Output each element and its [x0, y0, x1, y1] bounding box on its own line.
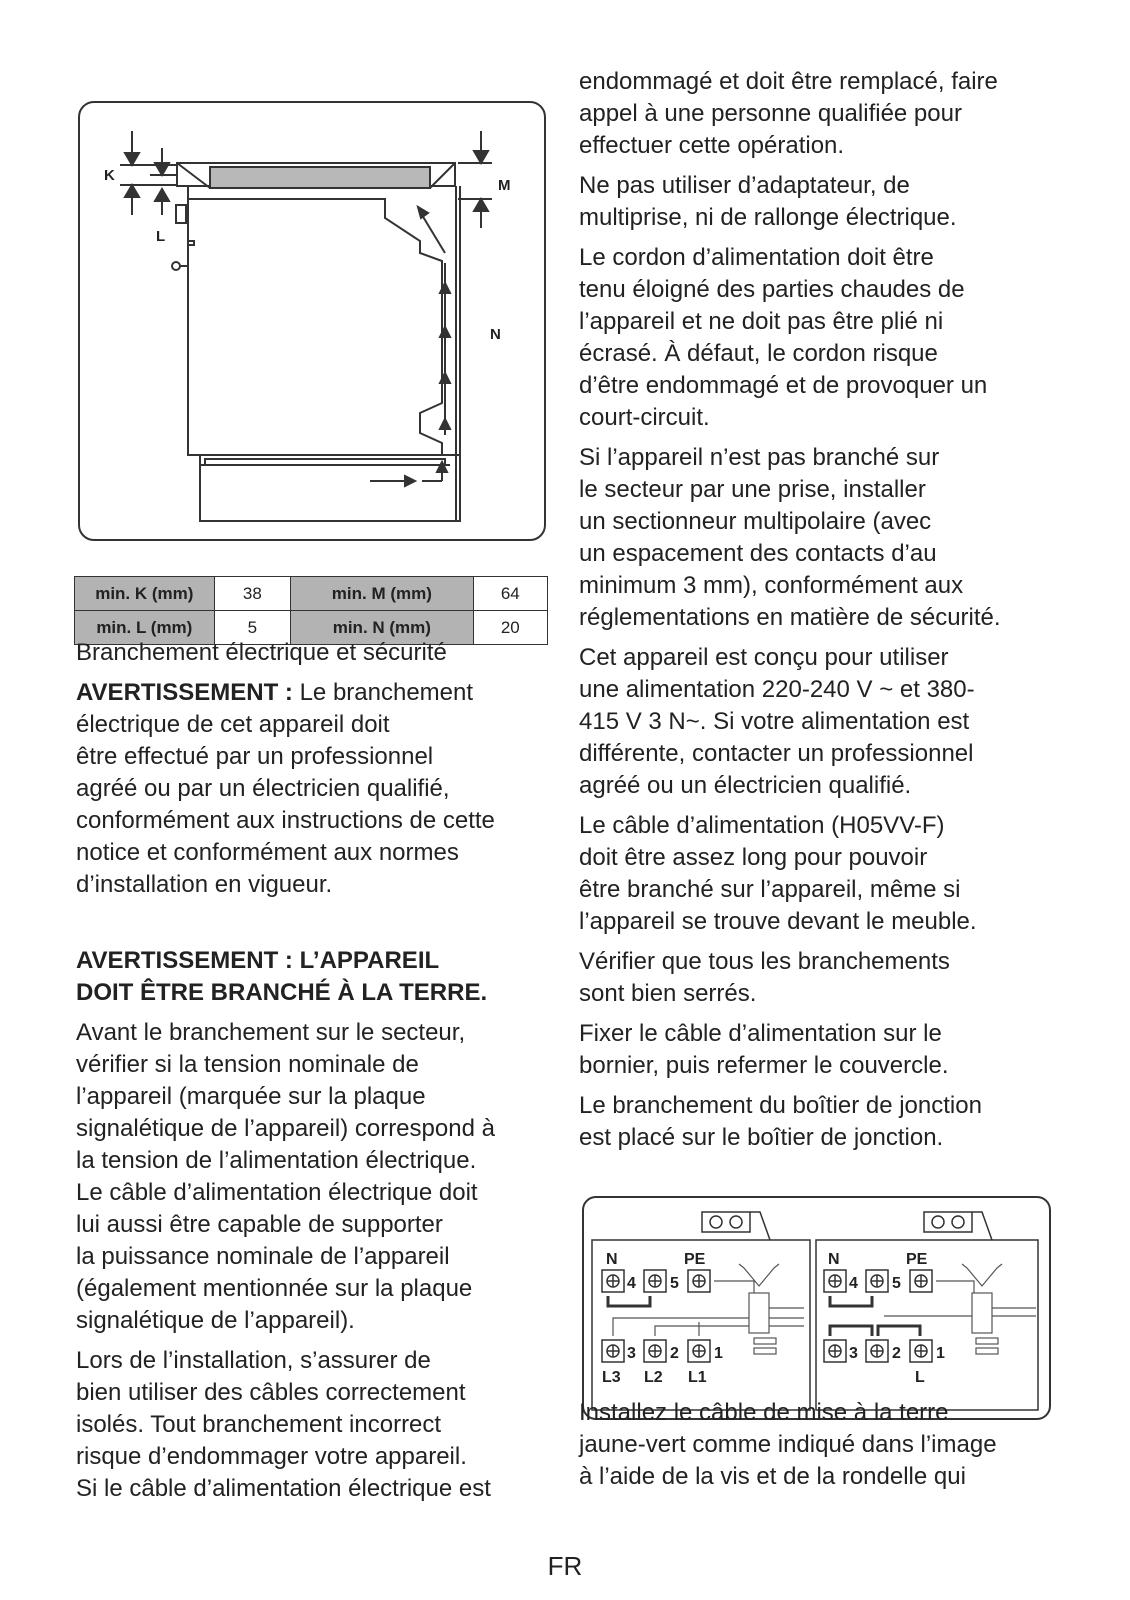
text-line: être effectué par un professionnel	[76, 743, 434, 770]
paragraph-earth	[579, 1397, 1059, 1493]
text-line: sont bien serrés.	[579, 980, 757, 1007]
text-line: 415 V 3 N~. Si votre alimentation est	[579, 708, 970, 735]
paragraph-junction	[579, 1090, 1059, 1154]
paragraph-cable	[579, 810, 1059, 938]
table-cell-value: 38	[214, 577, 290, 611]
text-line: Le branchement	[292, 679, 474, 706]
installation-drawing	[80, 103, 548, 543]
table-cell-label: min. K (mm)	[75, 577, 215, 611]
text-line: l’appareil et ne doit pas être plié ni	[579, 308, 944, 335]
paragraph-check	[579, 946, 1059, 1010]
paragraph-voltage	[76, 1017, 546, 1337]
text-line: Le câble d’alimentation (H05VV-F)	[579, 812, 945, 839]
text-line: à l’aide de la vis et de la rondelle qui	[579, 1463, 966, 1490]
wiring-diagram	[582, 1196, 1051, 1420]
right-column	[579, 66, 1059, 1162]
text-line: court-circuit.	[579, 404, 710, 431]
text-line: la puissance nominale de l’appareil	[76, 1243, 450, 1270]
text-line: un sectionneur multipolaire (avec	[579, 508, 932, 535]
label-l: L	[915, 1369, 925, 1386]
text-line: est placé sur le boîtier de jonction.	[579, 1124, 944, 1151]
paragraph-continued	[579, 66, 1059, 162]
text-line: Le cordon d’alimentation doit être	[579, 244, 934, 271]
text-line: endommagé et doit être remplacé, faire	[579, 68, 998, 95]
text-line: signalétique de l’appareil) correspond à	[76, 1115, 495, 1142]
wiring-drawing	[584, 1198, 1053, 1422]
heading-line: DOIT ÊTRE BRANCHÉ À LA TERRE.	[76, 979, 488, 1006]
text-line: agréé ou par un électricien qualifié,	[76, 775, 450, 802]
label-l: L	[156, 228, 166, 245]
text-line: Lors de l’installation, s’assurer de	[76, 1347, 431, 1374]
text-line: une alimentation 220-240 V ~ et 380-	[579, 676, 975, 703]
label-pe-right: PE	[906, 1251, 928, 1268]
paragraph-adapter	[579, 170, 1059, 234]
language-footer: FR	[547, 1551, 583, 1581]
text-line: agréé ou un électricien qualifié.	[579, 772, 912, 799]
paragraph-installation	[76, 1345, 546, 1505]
label-m: M	[498, 177, 511, 194]
paragraph-fix	[579, 1018, 1059, 1082]
terminal-number: 1	[714, 1345, 723, 1362]
terminal-number: 3	[849, 1345, 858, 1362]
text-line: bornier, puis refermer le couvercle.	[579, 1052, 949, 1079]
text-line: conformément aux instructions de cette	[76, 807, 495, 834]
terminal-number: 5	[892, 1275, 901, 1292]
table-cell-value: 64	[473, 577, 547, 611]
section-title-text: Branchement électrique et sécurité	[76, 639, 447, 666]
label-l1: L1	[688, 1369, 707, 1386]
text-line: multiprise, ni de rallonge électrique.	[579, 204, 957, 231]
text-line: l’appareil (marquée sur la plaque	[76, 1083, 426, 1110]
text-line: le secteur par une prise, installer	[579, 476, 926, 503]
text-line: Si le câble d’alimentation électrique est	[76, 1475, 491, 1502]
text-line: réglementations en matière de sécurité.	[579, 604, 1001, 631]
paragraph-cord	[579, 242, 1059, 434]
terminal-number: 5	[670, 1275, 679, 1292]
text-line: bien utiliser des câbles correctement	[76, 1379, 466, 1406]
text-line: Vérifier que tous les branchements	[579, 948, 950, 975]
text-line: être branché sur l’appareil, même si	[579, 876, 961, 903]
label-pe-left: PE	[684, 1251, 706, 1268]
paragraph-isolator	[579, 442, 1059, 634]
warning-heading-earth	[76, 945, 546, 1009]
min-dimensions-table	[74, 576, 548, 645]
text-line: appel à une personne qualifiée pour	[579, 100, 962, 127]
label-n: N	[490, 326, 501, 343]
text-line: Avant le branchement sur le secteur,	[76, 1019, 466, 1046]
text-line: isolés. Tout branchement incorrect	[76, 1411, 442, 1438]
table-cell-label: min. M (mm)	[291, 577, 473, 611]
left-column	[76, 637, 546, 1513]
text-line: l’appareil se trouve devant le meuble.	[579, 908, 977, 935]
text-line: jaune-vert comme indiqué dans l’image	[579, 1431, 997, 1458]
text-line: Si l’appareil n’est pas branché sur	[579, 444, 940, 471]
label-n-right: N	[828, 1251, 840, 1268]
label-k: K	[104, 167, 115, 184]
terminal-number: 1	[936, 1345, 945, 1362]
terminal-number: 2	[670, 1345, 679, 1362]
warning-paragraph-professional	[76, 677, 546, 901]
table-cell-value: 5	[214, 611, 290, 645]
terminal-number: 3	[627, 1345, 636, 1362]
text-line: notice et conformément aux normes	[76, 839, 459, 866]
text-line: vérifier si la tension nominale de	[76, 1051, 419, 1078]
text-line: signalétique de l’appareil).	[76, 1307, 355, 1334]
table-row	[75, 577, 548, 611]
text-line: électrique de cet appareil doit	[76, 711, 390, 738]
terminal-number: 4	[627, 1275, 636, 1292]
text-line: un espacement des contacts d’au	[579, 540, 937, 567]
installation-diagram	[78, 101, 546, 541]
table-cell-label: min. L (mm)	[75, 611, 215, 645]
text-line: doit être assez long pour pouvoir	[579, 844, 928, 871]
text-line: (également mentionnée sur la plaque	[76, 1275, 473, 1302]
warning-label: AVERTISSEMENT :	[76, 679, 293, 706]
text-line: d’installation en vigueur.	[76, 871, 333, 898]
text-line: la tension de l’alimentation électrique.	[76, 1147, 477, 1174]
label-l2: L2	[644, 1369, 663, 1386]
hob-glass	[210, 167, 430, 188]
text-line: d’être endommagé et de provoquer un	[579, 372, 988, 399]
text-line: tenu éloigné des parties chaudes de	[579, 276, 965, 303]
right-column-bottom	[579, 1397, 1059, 1501]
text-line: effectuer cette opération.	[579, 132, 845, 159]
text-line: Le branchement du boîtier de jonction	[579, 1092, 982, 1119]
text-line: différente, contacter un professionnel	[579, 740, 974, 767]
text-line: minimum 3 mm), conformément aux	[579, 572, 964, 599]
table-cell-label: min. N (mm)	[291, 611, 473, 645]
text-line: Fixer le câble d’alimentation sur le	[579, 1020, 942, 1047]
text-line: écrasé. À défaut, le cordon risque	[579, 340, 938, 367]
paragraph-supply	[579, 642, 1059, 802]
label-l3: L3	[602, 1369, 621, 1386]
text-line: Installez le câble de mise à la terre	[579, 1399, 949, 1426]
heading-line: AVERTISSEMENT : L’APPAREIL	[76, 947, 440, 974]
text-line: Ne pas utiliser d’adaptateur, de	[579, 172, 910, 199]
table-cell-value: 20	[473, 611, 547, 645]
text-line: Cet appareil est conçu pour utiliser	[579, 644, 949, 671]
text-line: Le câble d’alimentation électrique doit	[76, 1179, 478, 1206]
text-line: risque d’endommager votre appareil.	[76, 1443, 467, 1470]
section-title	[76, 637, 546, 669]
terminal-number: 2	[892, 1345, 901, 1362]
text-line: lui aussi être capable de supporter	[76, 1211, 443, 1238]
terminal-number: 4	[849, 1275, 858, 1292]
label-n-left: N	[606, 1251, 618, 1268]
